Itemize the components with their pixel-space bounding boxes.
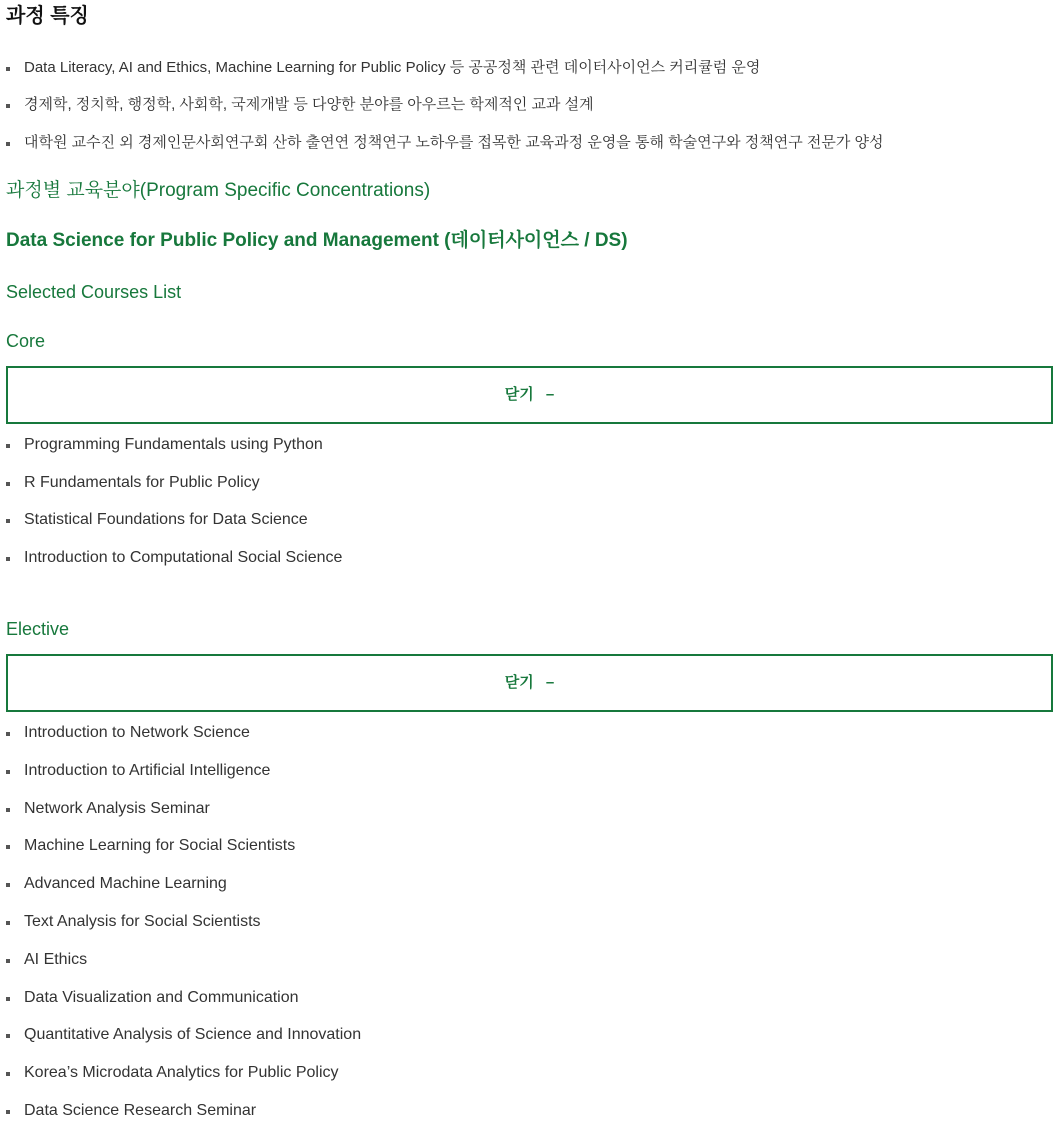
course-name: Korea’s Microdata Analytics for Public Policy bbox=[24, 1064, 339, 1081]
core-collapse-label bbox=[8, 384, 1051, 406]
elective-collapse-label bbox=[8, 672, 1051, 694]
bullet-icon bbox=[6, 67, 10, 71]
feature-item-text: 대학원 교수진 외 경제인문사회연구회 산하 출연연 정책연구 노하우를 접목한 교육과정 운영을 통해 학술연구와 정책연구 전문가 양성 bbox=[24, 134, 884, 151]
program-title: Data Science for Public Policy and Management (데이터사이언스 / DS) bbox=[6, 230, 628, 251]
bullet-icon bbox=[6, 1072, 10, 1076]
course-name: Advanced Machine Learning bbox=[24, 875, 227, 892]
course-name: Statistical Foundations for Data Science bbox=[24, 511, 308, 528]
core-section-title: Core bbox=[6, 331, 46, 351]
bullet-icon bbox=[6, 959, 10, 963]
selected-courses-title: Selected Courses List bbox=[6, 282, 182, 302]
elective-section-title: Elective bbox=[6, 619, 70, 639]
course-name: Data Visualization and Communication bbox=[24, 989, 299, 1006]
bullet-icon bbox=[6, 883, 10, 887]
course-name: Introduction to Artificial Intelligence bbox=[24, 762, 271, 779]
minus-icon: – bbox=[545, 674, 555, 691]
bullet-icon bbox=[6, 1110, 10, 1114]
close-label: 닫기 bbox=[504, 674, 534, 691]
course-name: R Fundamentals for Public Policy bbox=[24, 474, 260, 491]
features-title: 과정 특징 bbox=[6, 5, 89, 27]
bullet-icon bbox=[6, 770, 10, 774]
concentrations-title: 과정별 교육분야(Program Specific Concentrations) bbox=[6, 180, 431, 201]
feature-item-text: Data Literacy, AI and Ethics, Machine Learning for Public Policy 등 공공정책 관련 데이터사이언스 커리큘럼 운영 bbox=[24, 59, 761, 76]
course-name: Machine Learning for Social Scientists bbox=[24, 837, 296, 854]
bullet-icon bbox=[6, 482, 10, 486]
bullet-icon bbox=[6, 104, 10, 108]
course-name: Network Analysis Seminar bbox=[24, 800, 210, 817]
bullet-icon bbox=[6, 808, 10, 812]
close-label: 닫기 bbox=[504, 386, 534, 403]
bullet-icon bbox=[6, 557, 10, 561]
bullet-icon bbox=[6, 732, 10, 736]
course-name: Programming Fundamentals using Python bbox=[24, 436, 323, 453]
minus-icon: – bbox=[545, 386, 555, 403]
elective-collapse-button[interactable] bbox=[6, 654, 1053, 712]
bullet-icon bbox=[6, 845, 10, 849]
bullet-icon bbox=[6, 997, 10, 1001]
bullet-icon bbox=[6, 519, 10, 523]
bullet-icon bbox=[6, 1034, 10, 1038]
bullet-icon bbox=[6, 921, 10, 925]
bullet-icon bbox=[6, 142, 10, 146]
core-collapse-button[interactable] bbox=[6, 366, 1053, 424]
course-name: Data Science Research Seminar bbox=[24, 1102, 257, 1119]
course-name: Introduction to Computational Social Science bbox=[24, 549, 343, 566]
bullet-icon bbox=[6, 444, 10, 448]
course-name: Text Analysis for Social Scientists bbox=[24, 913, 261, 930]
course-name: Quantitative Analysis of Science and Innovation bbox=[24, 1026, 362, 1043]
course-name: Introduction to Network Science bbox=[24, 724, 250, 741]
course-name: AI Ethics bbox=[24, 951, 88, 968]
feature-item-text: 경제학, 정치학, 행정학, 사회학, 국제개발 등 다양한 분야를 아우르는 학제적인 교과 설계 bbox=[24, 96, 594, 113]
